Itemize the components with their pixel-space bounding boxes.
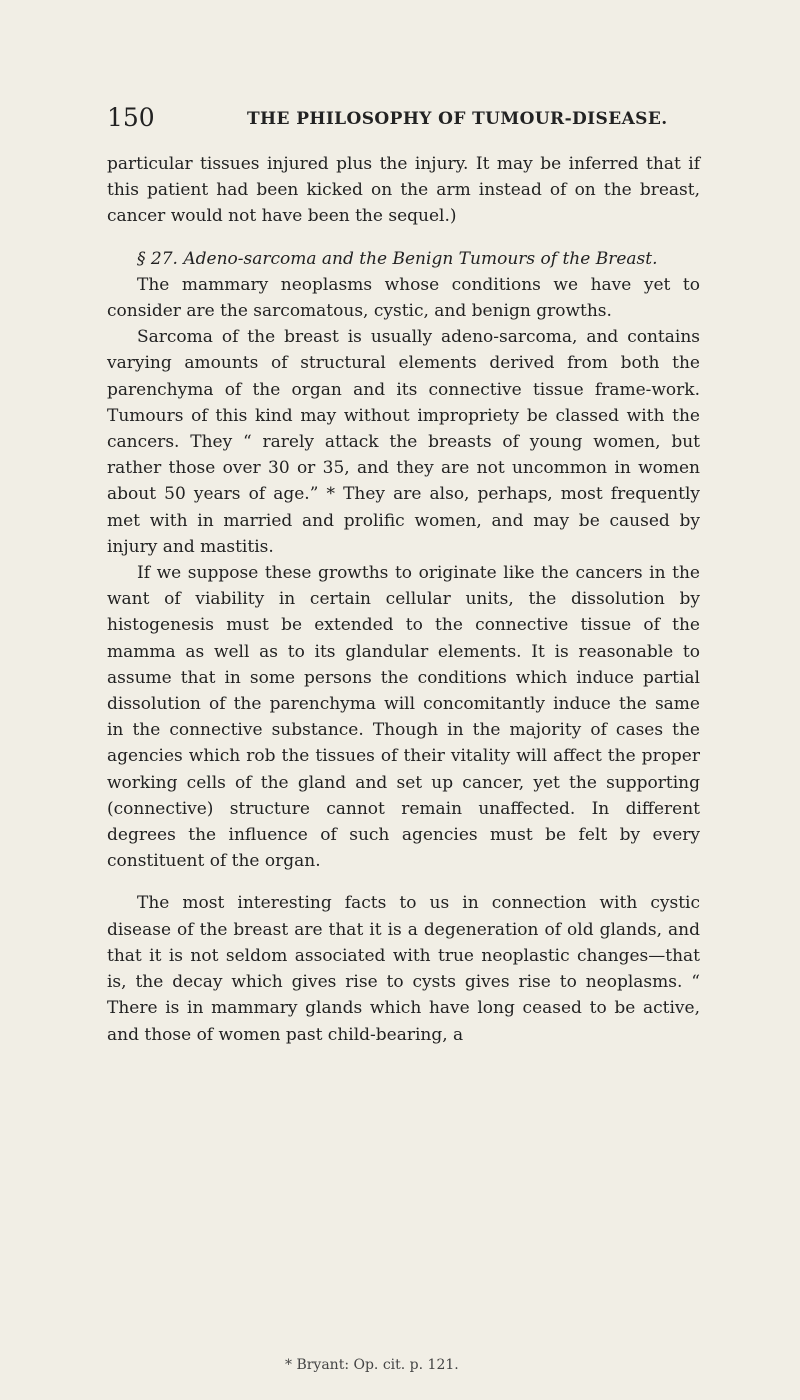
page-number: 150: [107, 103, 155, 132]
body-text: [107, 151, 700, 1048]
running-head: THE PHILOSOPHY OF TUMOUR-DISEASE.: [247, 109, 668, 129]
paragraph: Sarcoma of the breast is usually adeno-sarcoma, and contains varying amounts of structural elements derived from both the parenchyma of the organ and its connective tissue frame-work. Tumours of this kind may without impropriety be classed with the cancers. They “ rarely attack the breasts of young women, but rather those over 30 or 35, and they are not uncommon in women about 50 years of age.” * They are also, perhaps, most frequently met with in married and prolific women, and may be caused by injury and mastitis.: [107, 327, 700, 557]
section-heading: § 27. Adeno-sarcoma and the Benign Tumours of the Breast.: [137, 248, 658, 269]
footnote: * Bryant: Op. cit. p. 121.: [285, 1357, 459, 1373]
paragraph: The most interesting facts to us in connection with cystic disease of the breast are that it is a degeneration of old glands, and that it is not seldom associated with true neoplastic changes—that is, the decay which gives rise to cysts gives rise to neoplasms. “ There is in mammary glands which have long ceased to be active, and those of women past child-bearing, a: [107, 893, 700, 1045]
page-header: [107, 103, 707, 137]
paragraph: If we suppose these growths to originate like the cancers in the want of viability in certain cellular units, the dissolution by histogenesis must be extended to the connective tissue of the mamma as well as to its glandular elements. It is reasonable to assume that in some persons the conditions which induce partial dissolution of the parenchyma will concomitantly induce the same in the connective substance. Though in the majority of cases the agencies which rob the tissues of their vitality will affect the proper working cells of the gland and set up cancer, yet the supporting (connective) structure cannot remain unaffected. In different degrees the influence of such agencies must be felt by every constituent of the organ.: [107, 563, 700, 872]
paragraph-continuation: particular tissues injured plus the injury. It may be inferred that if this patient had been kicked on the arm instead of on the breast, cancer would not have been the sequel.): [107, 154, 700, 227]
paragraph: The mammary neoplasms whose conditions we have yet to consider are the sarcomatous, cystic, and benign growths.: [107, 274, 700, 322]
